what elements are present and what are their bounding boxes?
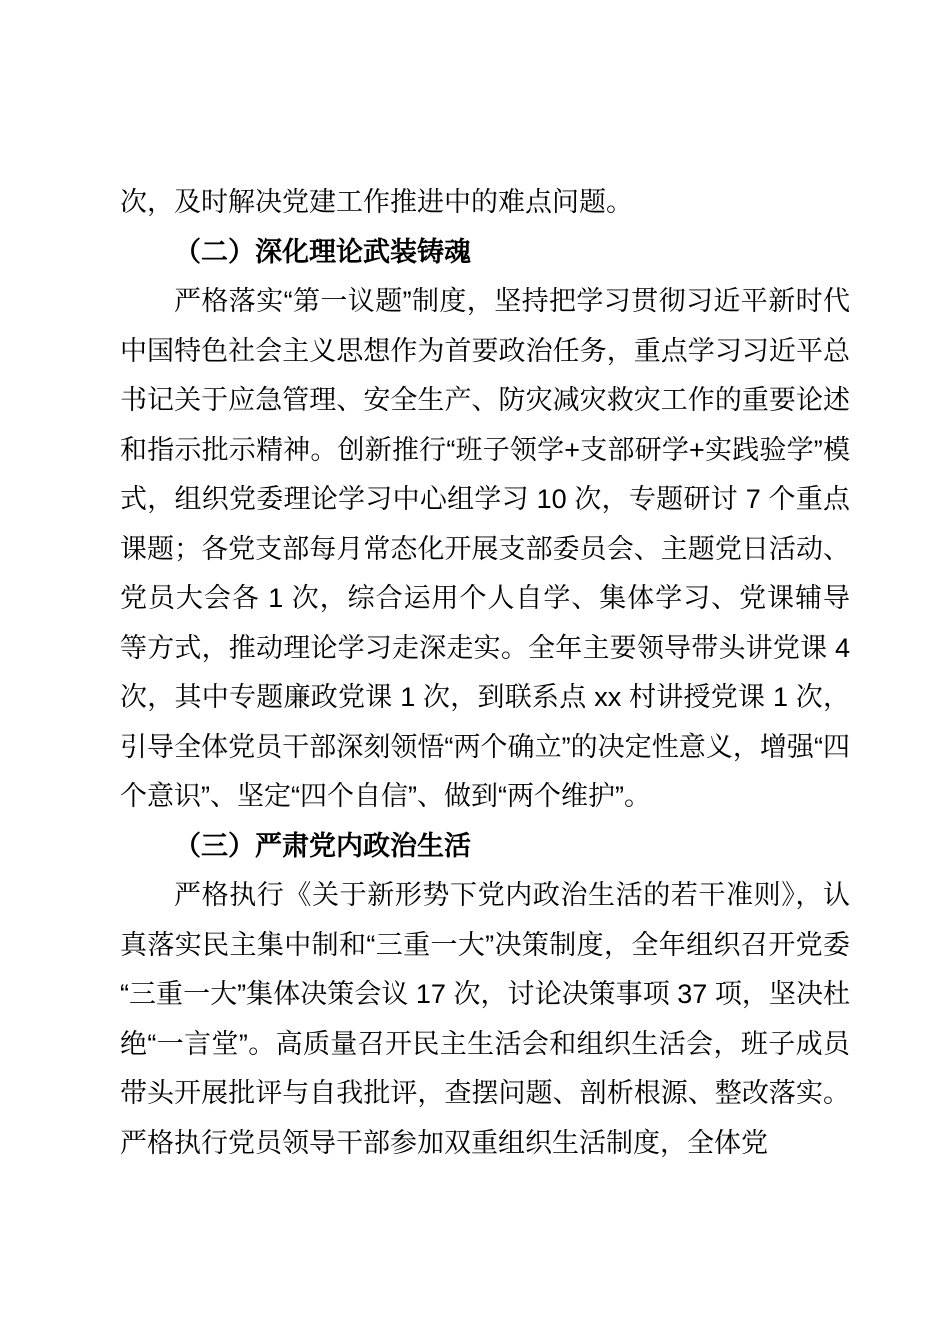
paragraph-section-2: 严格落实“第一议题”制度，坚持把学习贯彻习近平新时代中国特色社会主义思想作为首要政治任务，重点学习习近平总书记关于应急管理、安全生产、防灾减灾救灾工作的重要论述和指示批示精神。创新推行“班子领学+支部研学+实践验学”模式，组织党委理论学习中心组学习 10 次，专题研讨 7 个重点课题；各党支部每月常态化开展支部委员会、主题党日活动、党员大会各 1 次，综合运用个人自学、集体学习、党课辅导等方式，推动理论学习走深走实。全年主要领导带头讲党课 4 次，其中专题廉政党课 1 次，到联系点 xx 村讲授党课 1 次，引导全体党员干部深刻领悟“两个确立”的决定性意义，增强“四个意识”、坚定“四个自信”、做到“两个维护”。 <box>120 286 850 811</box>
paragraph-continuation: 次，及时解决党建工作推进中的难点问题。 <box>120 187 633 217</box>
document-text-area <box>120 178 850 1168</box>
section-heading-2: （二）深化理论武装铸魂 <box>174 236 471 267</box>
paragraph-section-3: 严格执行《关于新形势下党内政治生活的若干准则》，认真落实民主集中制和“三重一大”决策制度，全年组织召开党委“三重一大”集体决策会议 17 次，讨论决策事项 37 项，坚决杜绝“一言堂”。高质量召开民主生活会和组织生活会，班子成员带头开展批评与自我批评，查摆问题、剖析根源、整改落实。严格执行党员领导干部参加双重组织生活制度，全体党 <box>120 880 850 1158</box>
section-heading-3: （三）严肃党内政治生活 <box>174 830 471 861</box>
